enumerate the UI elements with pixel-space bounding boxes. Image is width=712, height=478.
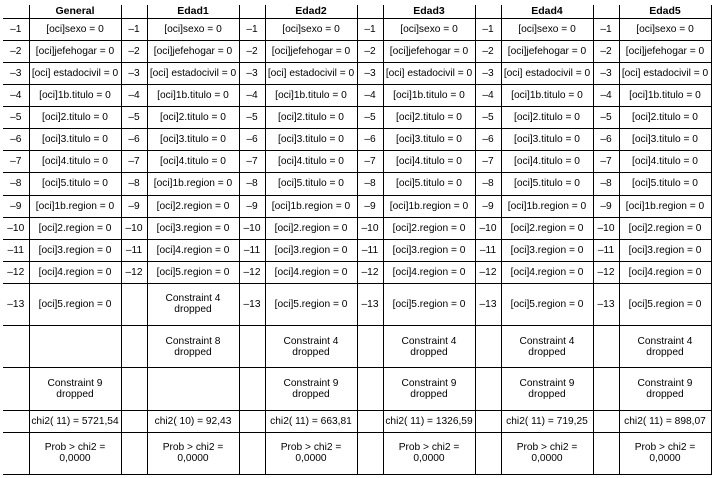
row-number: –12 [3, 261, 29, 283]
constraint-cell: [oci]2.titulo = 0 [383, 107, 475, 129]
constraint-cell: [oci]jefehogar = 0 [29, 41, 121, 63]
table-row [3, 239, 711, 261]
row-number: –5 [357, 107, 383, 129]
constraint-cell: [oci] estadocivil = 0 [265, 63, 357, 85]
constraint-cell: [oci]3.region = 0 [29, 239, 121, 261]
constraint-cell: [oci]3.titulo = 0 [147, 129, 239, 151]
constraint-cell: [oci]jefehogar = 0 [501, 41, 593, 63]
constraint-cell: [oci]2.titulo = 0 [619, 107, 711, 129]
constraint-cell: [oci]4.region = 0 [29, 261, 121, 283]
constraint-cell: [oci]1b.titulo = 0 [265, 85, 357, 107]
constraint-cell: [oci]5.titulo = 0 [383, 173, 475, 195]
row-number: –8 [357, 173, 383, 195]
constraint-cell: [oci]1b.titulo = 0 [147, 85, 239, 107]
constraint-cell: [oci]3.region = 0 [501, 239, 593, 261]
row-number [475, 410, 501, 432]
table-row [3, 432, 711, 474]
row-number: –7 [593, 151, 619, 173]
row-number: –2 [3, 41, 29, 63]
row-number: –2 [593, 41, 619, 63]
dropped-constraint-cell: Constraint 9 dropped [383, 368, 475, 410]
constraint-cell: [oci]4.region = 0 [265, 261, 357, 283]
dropped-constraint-cell: Constraint 4 dropped [619, 326, 711, 368]
constraint-cell: [oci]sexo = 0 [619, 19, 711, 41]
constraint-cell: [oci]3.titulo = 0 [619, 129, 711, 151]
row-number [121, 283, 147, 325]
row-number: –13 [357, 283, 383, 325]
dropped-constraint-cell: Constraint 9 dropped [265, 368, 357, 410]
row-number: –10 [239, 217, 265, 239]
row-number: –10 [357, 217, 383, 239]
chi2-cell: chi2( 11) = 1326,59 [383, 410, 475, 432]
row-number: –8 [121, 173, 147, 195]
table-row [3, 326, 711, 368]
row-number: –10 [3, 217, 29, 239]
constraint-cell: [oci]3.region = 0 [619, 239, 711, 261]
table-row [3, 19, 711, 41]
table-row [3, 195, 711, 217]
constraint-cell: [oci]sexo = 0 [29, 19, 121, 41]
row-number: –8 [593, 173, 619, 195]
constraint-cell: [oci]2.region = 0 [265, 217, 357, 239]
row-number [121, 410, 147, 432]
dropped-constraint-cell: Constraint 9 dropped [29, 368, 121, 410]
row-number [475, 432, 501, 474]
row-number: –12 [593, 261, 619, 283]
row-number: –9 [593, 195, 619, 217]
row-number [593, 326, 619, 368]
row-number: –11 [475, 239, 501, 261]
chi2-cell: chi2( 11) = 663,81 [265, 410, 357, 432]
chi2-cell: chi2( 11) = 5721,54 [29, 410, 121, 432]
constraint-cell: [oci]2.titulo = 0 [29, 107, 121, 129]
chi2-cell: chi2( 11) = 898,07 [619, 410, 711, 432]
row-number [239, 410, 265, 432]
table-row [3, 261, 711, 283]
row-number: –9 [475, 195, 501, 217]
dropped-constraint-cell: Constraint 4 dropped [501, 326, 593, 368]
constraint-cell: [oci]1b.titulo = 0 [383, 85, 475, 107]
row-number: –9 [121, 195, 147, 217]
row-number: –11 [239, 239, 265, 261]
chi2-cell: chi2( 10) = 92,43 [147, 410, 239, 432]
table-row [3, 283, 711, 325]
constraint-cell: [oci]2.region = 0 [29, 217, 121, 239]
constraint-cell: [oci]4.region = 0 [147, 239, 239, 261]
constraint-cell: [oci]jefehogar = 0 [265, 41, 357, 63]
constraint-cell: [oci]5.region = 0 [619, 283, 711, 325]
row-number: –13 [3, 283, 29, 325]
row-number: –3 [357, 63, 383, 85]
table-row [3, 217, 711, 239]
row-number [239, 368, 265, 410]
row-number: –10 [475, 217, 501, 239]
prob-cell: Prob > chi2 = 0,0000 [383, 432, 475, 474]
column-header: Edad5 [619, 5, 711, 19]
table-row [3, 129, 711, 151]
row-number: –1 [357, 19, 383, 41]
row-number [3, 326, 29, 368]
column-header: Edad1 [147, 5, 239, 19]
column-header: Edad4 [501, 5, 593, 19]
constraint-cell: [oci]2.region = 0 [147, 195, 239, 217]
constraint-cell: [oci] estadocivil = 0 [29, 63, 121, 85]
constraint-cell: [oci]sexo = 0 [383, 19, 475, 41]
row-number: –12 [475, 261, 501, 283]
constraint-cell: [oci]1b.region = 0 [147, 173, 239, 195]
row-number: –5 [121, 107, 147, 129]
row-number [357, 368, 383, 410]
row-number: –5 [475, 107, 501, 129]
row-number [239, 326, 265, 368]
constraint-cell: [oci]2.titulo = 0 [265, 107, 357, 129]
constraint-cell: [oci]3.titulo = 0 [265, 129, 357, 151]
dropped-constraint-cell [29, 326, 121, 368]
constraint-cell: [oci]5.region = 0 [501, 283, 593, 325]
row-number: –10 [593, 217, 619, 239]
dropped-constraint-cell: Constraint 4 dropped [265, 326, 357, 368]
row-number: –7 [239, 151, 265, 173]
row-number: –4 [121, 85, 147, 107]
row-number: –3 [121, 63, 147, 85]
row-number: –6 [593, 129, 619, 151]
constraint-cell: [oci]3.titulo = 0 [501, 129, 593, 151]
row-number: –12 [357, 261, 383, 283]
row-number [3, 432, 29, 474]
constraint-cell: [oci]sexo = 0 [501, 19, 593, 41]
constraint-cell: [oci]4.region = 0 [501, 261, 593, 283]
constraint-cell: [oci]1b.region = 0 [501, 195, 593, 217]
row-number: –9 [239, 195, 265, 217]
row-number [475, 326, 501, 368]
table-row [3, 173, 711, 195]
row-number: –9 [3, 195, 29, 217]
dropped-constraint-cell: Constraint 4 dropped [383, 326, 475, 368]
row-number [3, 410, 29, 432]
row-number: –2 [475, 41, 501, 63]
row-number [357, 326, 383, 368]
row-number: –9 [357, 195, 383, 217]
row-number: –3 [475, 63, 501, 85]
row-number: –4 [593, 85, 619, 107]
row-number: –13 [475, 283, 501, 325]
constraint-cell: [oci]4.titulo = 0 [147, 151, 239, 173]
constraint-cell: [oci] estadocivil = 0 [383, 63, 475, 85]
row-number: –7 [357, 151, 383, 173]
constraint-cell: [oci]5.region = 0 [29, 283, 121, 325]
dropped-constraint-cell [147, 368, 239, 410]
row-number: –8 [3, 173, 29, 195]
constraint-cell: [oci] estadocivil = 0 [147, 63, 239, 85]
constraint-cell: [oci]2.region = 0 [501, 217, 593, 239]
prob-cell: Prob > chi2 = 0,0000 [29, 432, 121, 474]
row-number: –12 [121, 261, 147, 283]
row-number: –5 [239, 107, 265, 129]
constraint-cell: [oci]3.titulo = 0 [383, 129, 475, 151]
constraint-cell: [oci]5.titulo = 0 [501, 173, 593, 195]
row-number [593, 368, 619, 410]
table-row [3, 41, 711, 63]
constraint-cell: [oci]1b.titulo = 0 [619, 85, 711, 107]
dropped-constraint-cell: Constraint 9 dropped [501, 368, 593, 410]
constraint-cell: [oci]jefehogar = 0 [147, 41, 239, 63]
row-number: –6 [3, 129, 29, 151]
table-row [3, 63, 711, 85]
row-number: –13 [239, 283, 265, 325]
constraint-cell: [oci]sexo = 0 [147, 19, 239, 41]
row-number: –6 [121, 129, 147, 151]
results-table [3, 5, 712, 475]
row-number: –1 [239, 19, 265, 41]
constraint-cell: [oci]1b.region = 0 [619, 195, 711, 217]
row-number: –4 [3, 85, 29, 107]
row-number: –13 [593, 283, 619, 325]
row-number [239, 432, 265, 474]
row-number [121, 432, 147, 474]
row-number: –6 [475, 129, 501, 151]
row-number: –8 [475, 173, 501, 195]
row-number: –2 [239, 41, 265, 63]
constraint-cell: [oci] estadocivil = 0 [619, 63, 711, 85]
chi2-cell: chi2( 11) = 719,25 [501, 410, 593, 432]
table-row [3, 151, 711, 173]
row-number [121, 326, 147, 368]
row-number: –7 [121, 151, 147, 173]
constraint-cell: [oci]3.titulo = 0 [29, 129, 121, 151]
constraint-cell: [oci]1b.titulo = 0 [501, 85, 593, 107]
constraint-cell: [oci]1b.region = 0 [265, 195, 357, 217]
prob-cell: Prob > chi2 = 0,0000 [147, 432, 239, 474]
constraint-cell: [oci]5.region = 0 [383, 283, 475, 325]
constraint-cell: [oci]1b.region = 0 [383, 195, 475, 217]
constraint-cell: [oci]4.titulo = 0 [619, 151, 711, 173]
row-number: –1 [475, 19, 501, 41]
constraint-cell: [oci]5.titulo = 0 [265, 173, 357, 195]
constraint-cell: [oci]3.region = 0 [383, 239, 475, 261]
row-number: –11 [121, 239, 147, 261]
row-number: –1 [3, 19, 29, 41]
row-number: –11 [357, 239, 383, 261]
constraint-cell: [oci]5.titulo = 0 [619, 173, 711, 195]
row-number [3, 368, 29, 410]
row-number: –4 [475, 85, 501, 107]
constraint-cell: [oci]sexo = 0 [265, 19, 357, 41]
row-number [475, 368, 501, 410]
constraint-cell: [oci]4.titulo = 0 [265, 151, 357, 173]
prob-cell: Prob > chi2 = 0,0000 [619, 432, 711, 474]
constraint-cell: [oci]1b.titulo = 0 [29, 85, 121, 107]
constraint-cell: [oci]2.titulo = 0 [147, 107, 239, 129]
constraint-cell: [oci]4.region = 0 [383, 261, 475, 283]
constraint-cell: [oci]5.titulo = 0 [29, 173, 121, 195]
row-number [357, 432, 383, 474]
constraint-cell: [oci]3.region = 0 [265, 239, 357, 261]
constraint-cell: Constraint 4 dropped [147, 283, 239, 325]
table-row [3, 368, 711, 410]
table-row [3, 107, 711, 129]
row-number: –6 [357, 129, 383, 151]
header-row [3, 5, 711, 19]
row-number: –8 [239, 173, 265, 195]
constraint-cell: [oci]1b.region = 0 [29, 195, 121, 217]
dropped-constraint-cell: Constraint 9 dropped [619, 368, 711, 410]
row-number: –7 [475, 151, 501, 173]
table-body [3, 19, 711, 475]
row-number [593, 432, 619, 474]
constraint-cell: [oci]3.region = 0 [147, 217, 239, 239]
row-number: –3 [3, 63, 29, 85]
row-number [357, 410, 383, 432]
constraint-cell: [oci] estadocivil = 0 [501, 63, 593, 85]
column-header: Edad2 [265, 5, 357, 19]
constraint-cell: [oci]4.titulo = 0 [29, 151, 121, 173]
row-number: –5 [593, 107, 619, 129]
constraint-cell: [oci]4.region = 0 [619, 261, 711, 283]
row-number: –7 [3, 151, 29, 173]
row-number [121, 368, 147, 410]
table-row [3, 85, 711, 107]
row-number: –4 [357, 85, 383, 107]
row-number: –6 [239, 129, 265, 151]
prob-cell: Prob > chi2 = 0,0000 [501, 432, 593, 474]
prob-cell: Prob > chi2 = 0,0000 [265, 432, 357, 474]
constraint-cell: [oci]2.region = 0 [383, 217, 475, 239]
row-number: –5 [3, 107, 29, 129]
constraint-cell: [oci]2.titulo = 0 [501, 107, 593, 129]
row-number: –2 [121, 41, 147, 63]
constraint-cell: [oci]2.region = 0 [619, 217, 711, 239]
row-number: –11 [593, 239, 619, 261]
constraint-cell: [oci]jefehogar = 0 [383, 41, 475, 63]
row-number: –1 [121, 19, 147, 41]
row-number: –10 [121, 217, 147, 239]
constraint-cell: [oci]4.titulo = 0 [383, 151, 475, 173]
constraint-cell: [oci]5.region = 0 [147, 261, 239, 283]
dropped-constraint-cell: Constraint 8 dropped [147, 326, 239, 368]
row-number: –1 [593, 19, 619, 41]
row-number [593, 410, 619, 432]
constraint-cell: [oci]5.region = 0 [265, 283, 357, 325]
row-number: –12 [239, 261, 265, 283]
row-number: –11 [3, 239, 29, 261]
constraint-cell: [oci]4.titulo = 0 [501, 151, 593, 173]
row-number: –2 [357, 41, 383, 63]
table-row [3, 410, 711, 432]
column-header: Edad3 [383, 5, 475, 19]
column-header: General [29, 5, 121, 19]
row-number: –3 [593, 63, 619, 85]
constraint-cell: [oci]jefehogar = 0 [619, 41, 711, 63]
row-number: –4 [239, 85, 265, 107]
row-number: –3 [239, 63, 265, 85]
